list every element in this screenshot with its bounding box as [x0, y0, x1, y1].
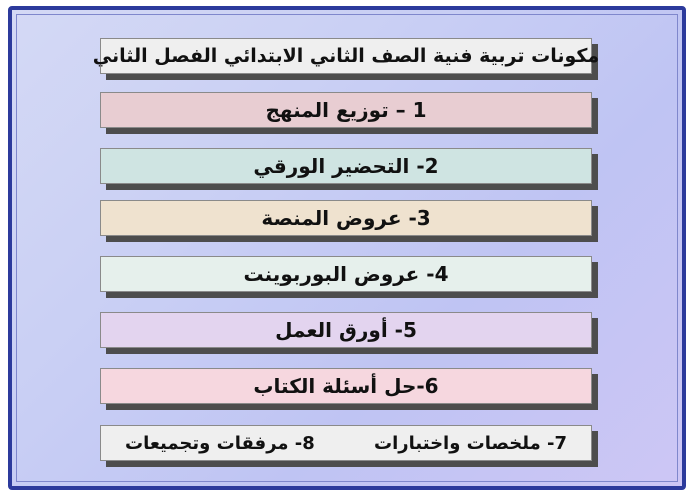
item-label: 5- أورق العمل	[275, 318, 417, 342]
item-worksheets[interactable]	[100, 312, 592, 348]
page-title: مكونات تربية فنية الصف الثاني الابتدائي الفصل الثاني	[92, 45, 600, 67]
item-platform-presentations[interactable]	[100, 200, 592, 236]
item-label: 6-حل أسئلة الكتاب	[253, 374, 439, 398]
item-label: 3- عروض المنصة	[261, 206, 431, 230]
item-powerpoint-presentations[interactable]	[100, 256, 592, 292]
item-label: 2- التحضير الورقي	[253, 154, 439, 178]
frame-inner-border	[16, 14, 678, 482]
item-summaries-tests[interactable]: 7- ملخصات واختبارات	[374, 432, 567, 454]
item-label: 4- عروض البوربوينت	[243, 262, 449, 286]
item-book-answers[interactable]	[100, 368, 592, 404]
item-paper-preparation[interactable]	[100, 148, 592, 184]
page-title-box	[92, 38, 600, 74]
item-label: 1 – توزيع المنهج	[265, 98, 427, 122]
item-curriculum-distribution[interactable]	[100, 92, 592, 128]
page-frame	[8, 6, 686, 490]
item-last-row	[100, 425, 592, 461]
item-attachments[interactable]: 8- مرفقات وتجميعات	[125, 432, 315, 454]
